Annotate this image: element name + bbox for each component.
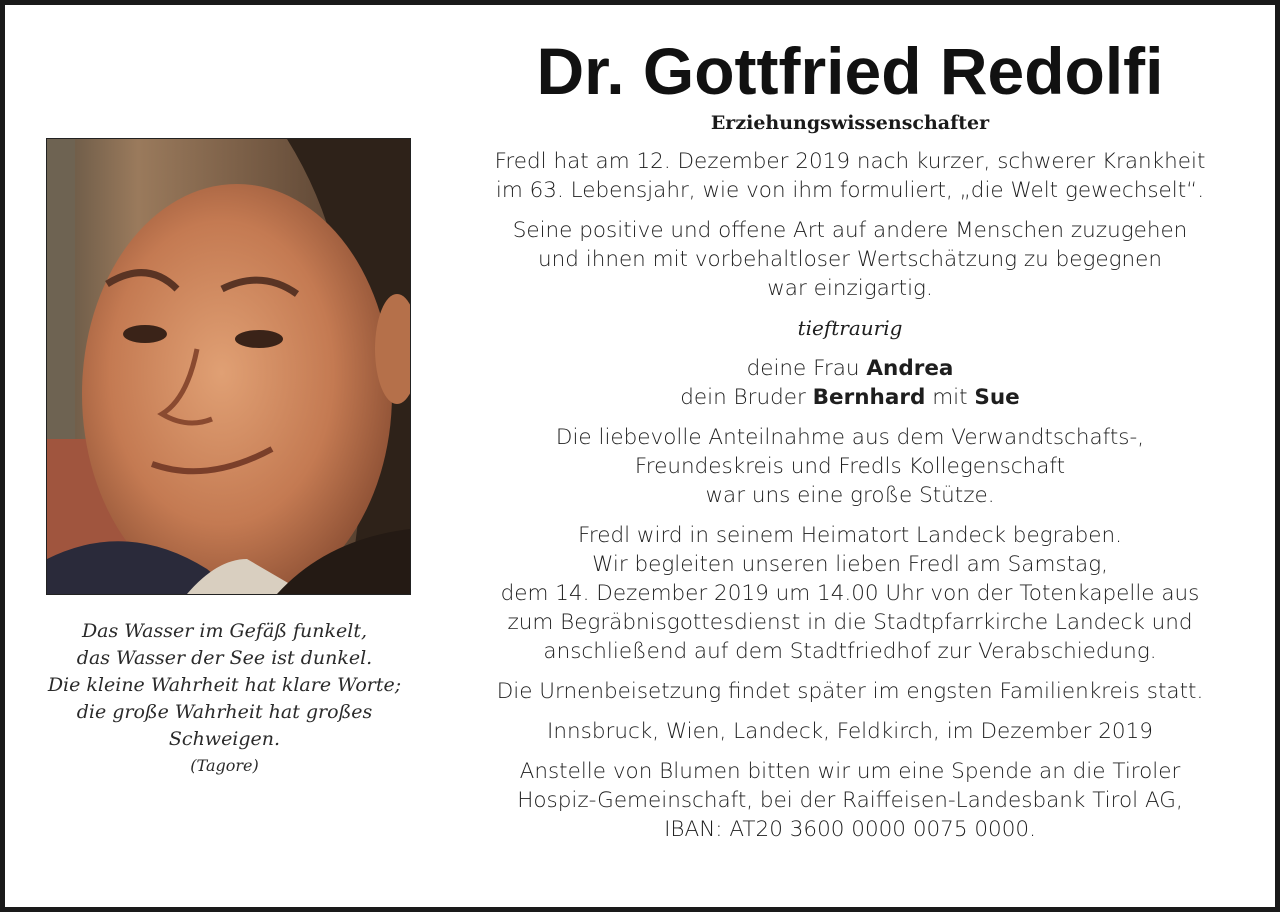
text-line: Wir begleiten unseren lieben Fredl am Samstag, bbox=[592, 552, 1108, 577]
deceased-name: Dr. Gottfried Redolfi bbox=[536, 34, 1164, 108]
text-line: Seine positive und offene Art auf andere Menschen zuzugehen bbox=[512, 218, 1188, 243]
text-fragment: dein Bruder bbox=[680, 385, 806, 410]
text-fragment: mit bbox=[932, 385, 968, 410]
mourning-word: tieftraurig bbox=[797, 316, 903, 340]
places-date: Innsbruck, Wien, Landeck, Feldkirch, im Dezember 2019 bbox=[547, 719, 1153, 744]
family-list bbox=[448, 354, 1252, 412]
quote-attribution: (Tagore) bbox=[190, 756, 259, 775]
burial-paragraph bbox=[448, 521, 1252, 666]
tagore-quote bbox=[22, 618, 427, 779]
text-line: im 63. Lebensjahr, wie von ihm formuliert, „die Welt gewechselt“. bbox=[495, 178, 1205, 203]
family-name: Bernhard bbox=[812, 385, 926, 410]
text-line: und ihnen mit vorbehaltloser Wertschätzung zu begegnen bbox=[537, 247, 1162, 272]
text-line: Hospiz-Gemeinschaft, bei der Raiffeisen-Landesbank Tirol AG, bbox=[517, 788, 1183, 813]
text-line: Fredl hat am 12. Dezember 2019 nach kurzer, schwerer Krankheit bbox=[494, 149, 1206, 174]
text-line: zum Begräbnisgottesdienst in die Stadtpfarrkirche Landeck und bbox=[507, 610, 1193, 635]
text-line: Anstelle von Blumen bitten wir um eine Spende an die Tiroler bbox=[519, 759, 1181, 784]
family-name: Sue bbox=[974, 385, 1020, 410]
text-fragment: deine Frau bbox=[746, 356, 860, 381]
iban-line: IBAN: AT20 3600 0000 0075 0000. bbox=[664, 817, 1036, 842]
portrait-photo bbox=[46, 138, 411, 595]
donation-paragraph bbox=[448, 757, 1252, 844]
quote-line: Das Wasser im Gefäß funkelt, bbox=[81, 620, 368, 642]
quote-line: das Wasser der See ist dunkel. bbox=[76, 647, 373, 669]
quote-line: die große Wahrheit hat großes bbox=[76, 701, 373, 723]
family-line-wife bbox=[448, 354, 1252, 383]
obituary-text bbox=[448, 28, 1252, 844]
portrait-illustration bbox=[47, 139, 410, 594]
text-line: dem 14. Dezember 2019 um 14.00 Uhr von der Totenkapelle aus bbox=[500, 581, 1200, 606]
character-paragraph bbox=[448, 216, 1252, 303]
text-line: Freundeskreis und Fredls Kollegenschaft bbox=[634, 454, 1066, 479]
text-line: war uns eine große Stütze. bbox=[705, 483, 995, 508]
text-line: Fredl wird in seinem Heimatort Landeck begraben. bbox=[578, 523, 1122, 548]
family-name: Andrea bbox=[866, 356, 954, 381]
quote-line: Schweigen. bbox=[168, 728, 281, 750]
quote-line: Die kleine Wahrheit hat klare Worte; bbox=[47, 674, 402, 696]
urn-paragraph: Die Urnenbeisetzung findet später im engsten Familienkreis statt. bbox=[496, 679, 1204, 704]
profession: Erziehungswissenschafter bbox=[710, 112, 990, 134]
death-announcement bbox=[448, 147, 1252, 205]
text-line: Die liebevolle Anteilnahme aus dem Verwandtschafts-, bbox=[555, 425, 1145, 450]
thanks-paragraph bbox=[448, 423, 1252, 510]
text-line: anschließend auf dem Stadtfriedhof zur Verabschiedung. bbox=[543, 639, 1157, 664]
family-line-brother bbox=[448, 383, 1252, 412]
text-line: war einzigartig. bbox=[767, 276, 933, 301]
